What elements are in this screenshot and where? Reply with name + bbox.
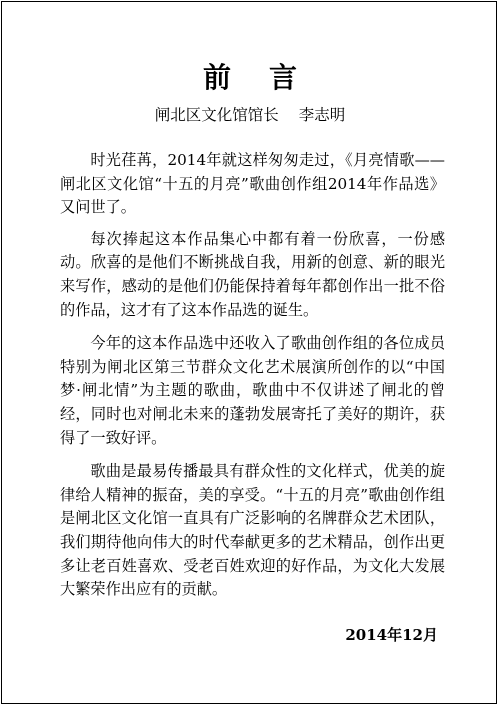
signature-date: 2014年12月 (345, 626, 438, 644)
author-organization: 闸北区文化馆馆长 (154, 106, 279, 124)
preface-body (60, 149, 445, 612)
page-title: 前言 (202, 61, 335, 94)
paragraph-1: 时光荏苒，2014年就这样匆匆走过，《月亮情歌——闸北区文化馆“十五的月亮”歌曲创作组2014年作品选》又问世了。 (60, 151, 445, 217)
paragraph-3: 今年的这本作品选中还收入了歌曲创作组的各位成员特别为闸北区第三节群众文化艺术展演所创作的以“中国梦·闸北情”为主题的歌曲，歌曲中不仅讲述了闸北的曾经，同时也对闸北未来的蓬勃发展寄托了美好的期许，获得了一致好评。 (60, 334, 445, 447)
author-line (0, 104, 500, 126)
paragraph-4: 歌曲是最易传播最具有群众性的文化样式，优美的旋律给人精神的振奋，美的享受。“十五的月亮”歌曲创作组是闸北区文化馆一直具有广泛影响的名牌群众艺术团队，我们期待他向伟大的时代奉献更多的艺术精品，创作出更多让老百姓喜欢、受老百姓欢迎的好作品，为文化大发展大繁荣作出应有的贡献。 (60, 462, 445, 599)
paragraph-2: 每次捧起这本作品集心中都有着一份欣喜，一份感动。欣喜的是他们不断挑战自我，用新的创意、新的眼光来写作，感动的是他们仍能保持着每年都创作出一批不俗的作品，这才有了这本作品选的诞生。 (60, 229, 445, 319)
author-name: 李志明 (298, 106, 346, 124)
